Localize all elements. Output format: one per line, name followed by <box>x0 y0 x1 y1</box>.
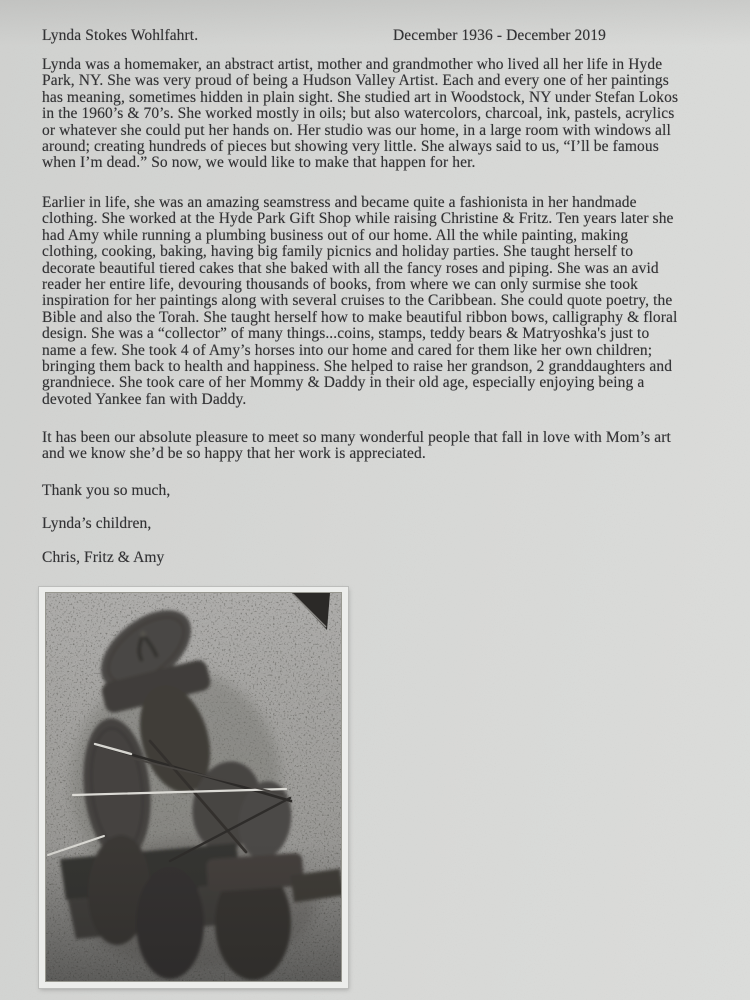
text-line: and we know she’d be so happy that her work is appreciated. <box>42 445 426 463</box>
text-line: had Amy while running a plumbing business out of our home. All the while painting, making <box>42 226 629 244</box>
text-line: has meaning, sometimes hidden in plain sight. She studied art in Woodstock, NY under Stefan Lokos <box>42 88 679 106</box>
text-line: grandniece. She took care of her Mommy & Daddy in their old age, especially enjoying being a <box>42 374 645 392</box>
paragraph-2 <box>42 195 677 408</box>
text-line: or whatever she could put her hands on. Her studio was our home, in a large room with windows all <box>42 121 671 139</box>
text-line: when I’m dead.” So now, we would like to make that happen for her. <box>42 154 476 172</box>
sandals-photo-illustration <box>46 593 341 981</box>
deceased-name: Lynda Stokes Wohlfahrt. <box>42 27 199 44</box>
closing-thanks <box>42 483 170 499</box>
text-line: Earlier in life, she was an amazing seamstress and became quite a fashionista in her handmade <box>42 194 637 211</box>
text-line: bringing them back to health and happiness. She helped to raise her grandson, 2 granddaughters and <box>42 358 673 376</box>
closing-names <box>42 550 164 566</box>
text-line: design. She was a “collector” of many things...coins, stamps, teddy bears & Matryoshka's just to <box>42 325 650 343</box>
text-line: Lynda’s children, <box>42 515 152 532</box>
text-line: Lynda was a homemaker, an abstract artist, mother and grandmother who lived all her life in Hyde <box>42 56 663 73</box>
text-line: around; creating hundreds of pieces but showing very little. She always said to us, “I’ll be famous <box>42 138 659 156</box>
text-line: clothing. She worked at the Hyde Park Gift Shop while raising Christine & Fritz. Ten years later she <box>42 210 674 228</box>
header <box>42 28 712 46</box>
paragraph-1 <box>42 57 678 172</box>
text-line: name a few. She took 4 of Amy’s horses into our home and cared for them like her own children; <box>42 341 653 359</box>
text-line: decorate beautiful tiered cakes that she baked with all the fancy roses and piping. She was an avid <box>42 259 659 277</box>
text-line: reader her entire life, devouring thousands of books, from where we can only surmise she took <box>42 276 638 294</box>
text-line: Bible and also the Torah. She taught herself how to make beautiful ribbon bows, calligraphy & floral <box>42 308 678 326</box>
photo-image <box>46 593 341 981</box>
closing-children <box>42 516 151 532</box>
text-line: Park, NY. She was very proud of being a Hudson Valley Artist. Each and every one of her paintings <box>42 72 669 90</box>
text-line: It has been our absolute pleasure to meet so many wonderful people that fall in love with Mom’s art <box>42 429 671 446</box>
paragraph-3 <box>42 430 671 463</box>
text-line: Thank you so much, <box>42 482 171 499</box>
life-dates: December 1936 - December 2019 <box>393 27 606 44</box>
text-line: Chris, Fritz & Amy <box>42 549 165 566</box>
text-line: devoted Yankee fan with Daddy. <box>42 390 247 408</box>
text-line: in the 1960’s & 70’s. She worked mostly in oils; but also watercolors, charcoal, ink, pastels, acrylics <box>42 105 675 123</box>
text-line: clothing, cooking, baking, having big family picnics and holiday parties. She taught herself to <box>42 243 634 261</box>
text-line: inspiration for her paintings along with several cruises to the Caribbean. She could quote poetry, the <box>42 292 673 310</box>
photo <box>39 587 348 988</box>
